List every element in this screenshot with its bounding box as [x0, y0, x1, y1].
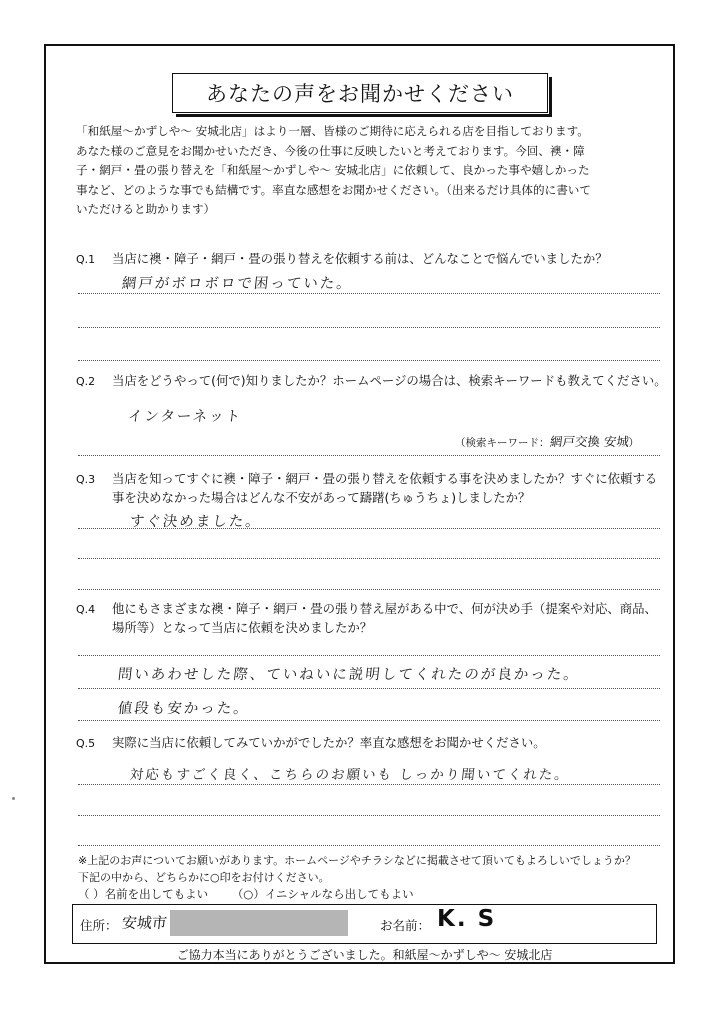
- answer-4-line-2: 値段も安かった。: [117, 701, 251, 717]
- answer-line: [78, 720, 660, 721]
- answer-line: [78, 589, 660, 590]
- answer-line: [78, 293, 660, 294]
- search-keyword: [455, 432, 639, 450]
- option-initials[interactable]: （○）イニシャルなら出してもよい: [231, 887, 414, 901]
- answer-line: [78, 528, 660, 529]
- search-keyword-value: 網戸交換 安城: [548, 434, 630, 449]
- intro-line: 子・網戸・畳の張り替えを「和紙屋～かずしや～ 安城北店」に依頼して、良かった事や嬉しかった: [76, 163, 590, 177]
- answer-line: [78, 815, 660, 816]
- answer-3-line-1: すぐ決めました。: [129, 514, 263, 530]
- answer-1-line-1: 網戸がボロボロで困っていた。: [121, 276, 354, 292]
- question-number: Q.3: [76, 473, 96, 486]
- consent-note: [78, 852, 668, 886]
- question-3: [76, 470, 667, 507]
- note-line: 下記の中から、どちらかに○印をお付けください。: [78, 871, 330, 884]
- answer-2-line-1: インターネット: [127, 409, 243, 425]
- question-5: [76, 734, 667, 754]
- answer-line: [78, 688, 660, 689]
- intro-line: あなた様のご意見をお聞かせいただき、今後の仕事に反映したいと考えております。今回、襖・障: [76, 143, 585, 158]
- option-full-name[interactable]: （ ）名前を出してもよい: [78, 887, 209, 901]
- question-1: [76, 250, 667, 270]
- address-value: 安城市: [121, 914, 168, 932]
- form-title: あなたの声をお聞かせください: [172, 73, 548, 113]
- answer-line: [78, 360, 660, 361]
- question-text: 他にもさまざまな襖・障子・網戸・畳の張り替え屋がある中で、何が決め手（提案や対応、商品、場所等）となって当店に依頼を決めましたか？: [112, 601, 657, 635]
- question-4: [76, 600, 667, 637]
- question-number: Q.2: [76, 375, 96, 388]
- name-label: お名前：: [380, 918, 431, 933]
- intro-line: いただけると助かります）: [76, 202, 216, 216]
- note-line: ※上記のお声についてお願いがあります。ホームページやチラシなどに掲載させて頂いてもよろしいでしょうか？: [78, 854, 636, 867]
- question-2: [76, 372, 667, 392]
- search-keyword-close: ）: [628, 437, 639, 449]
- answer-line: [78, 655, 660, 656]
- redacted-address: [170, 910, 348, 936]
- answer-line: [78, 327, 660, 328]
- address-label: 住所：: [80, 918, 118, 933]
- answer-line: [78, 784, 660, 785]
- intro-line: 「和紙屋～かずしや～ 安城北店」はより一層、皆様のご期待に応えられる店を目指しております。: [76, 124, 589, 138]
- search-keyword-label: （検索キーワード：: [455, 437, 550, 449]
- consent-options: [78, 886, 434, 902]
- question-number: Q.5: [76, 737, 96, 750]
- answer-4-line-1: 問いあわせした際、ていねいに説明してくれたのが良かった。: [117, 667, 581, 683]
- answer-line: [78, 455, 660, 456]
- answer-line: [78, 845, 660, 846]
- answer-line: [78, 558, 660, 559]
- intro-text: [76, 122, 656, 220]
- question-text: 当店に襖・障子・網戸・畳の張り替えを依頼する前は、どんなことで悩んでいましたか？: [112, 251, 608, 266]
- scan-speck: [12, 797, 15, 800]
- intro-line: 事など、どのような事でも結構です。率直な感想をお聞かせください。（出来るだけ具体的に書いて: [76, 182, 591, 197]
- question-number: Q.4: [76, 603, 96, 616]
- name-value: K. S: [437, 906, 497, 932]
- question-text: 当店を知ってすぐに襖・障子・網戸・畳の張り替えを依頼する事を決めましたか？すぐに依頼する事を決めなかった場合はどんな不安があって躊躇(ちゅうちょ)しましたか？: [112, 471, 658, 505]
- question-text: 実際に当店に依頼してみていかがでしたか？率直な感想をお聞かせください。: [112, 735, 546, 750]
- answer-5-line-1: 対応もすごく良く、こちらのお願いも しっかり聞いてくれた。: [128, 767, 571, 783]
- thanks-message: ご協力本当にありがとうございました。和紙屋～かずしや～ 安城北店: [176, 948, 553, 962]
- question-text: 当店をどうやって(何で)知りましたか？ホームページの場合は、検索キーワードも教えてください。: [112, 373, 667, 388]
- question-number: Q.1: [76, 253, 96, 266]
